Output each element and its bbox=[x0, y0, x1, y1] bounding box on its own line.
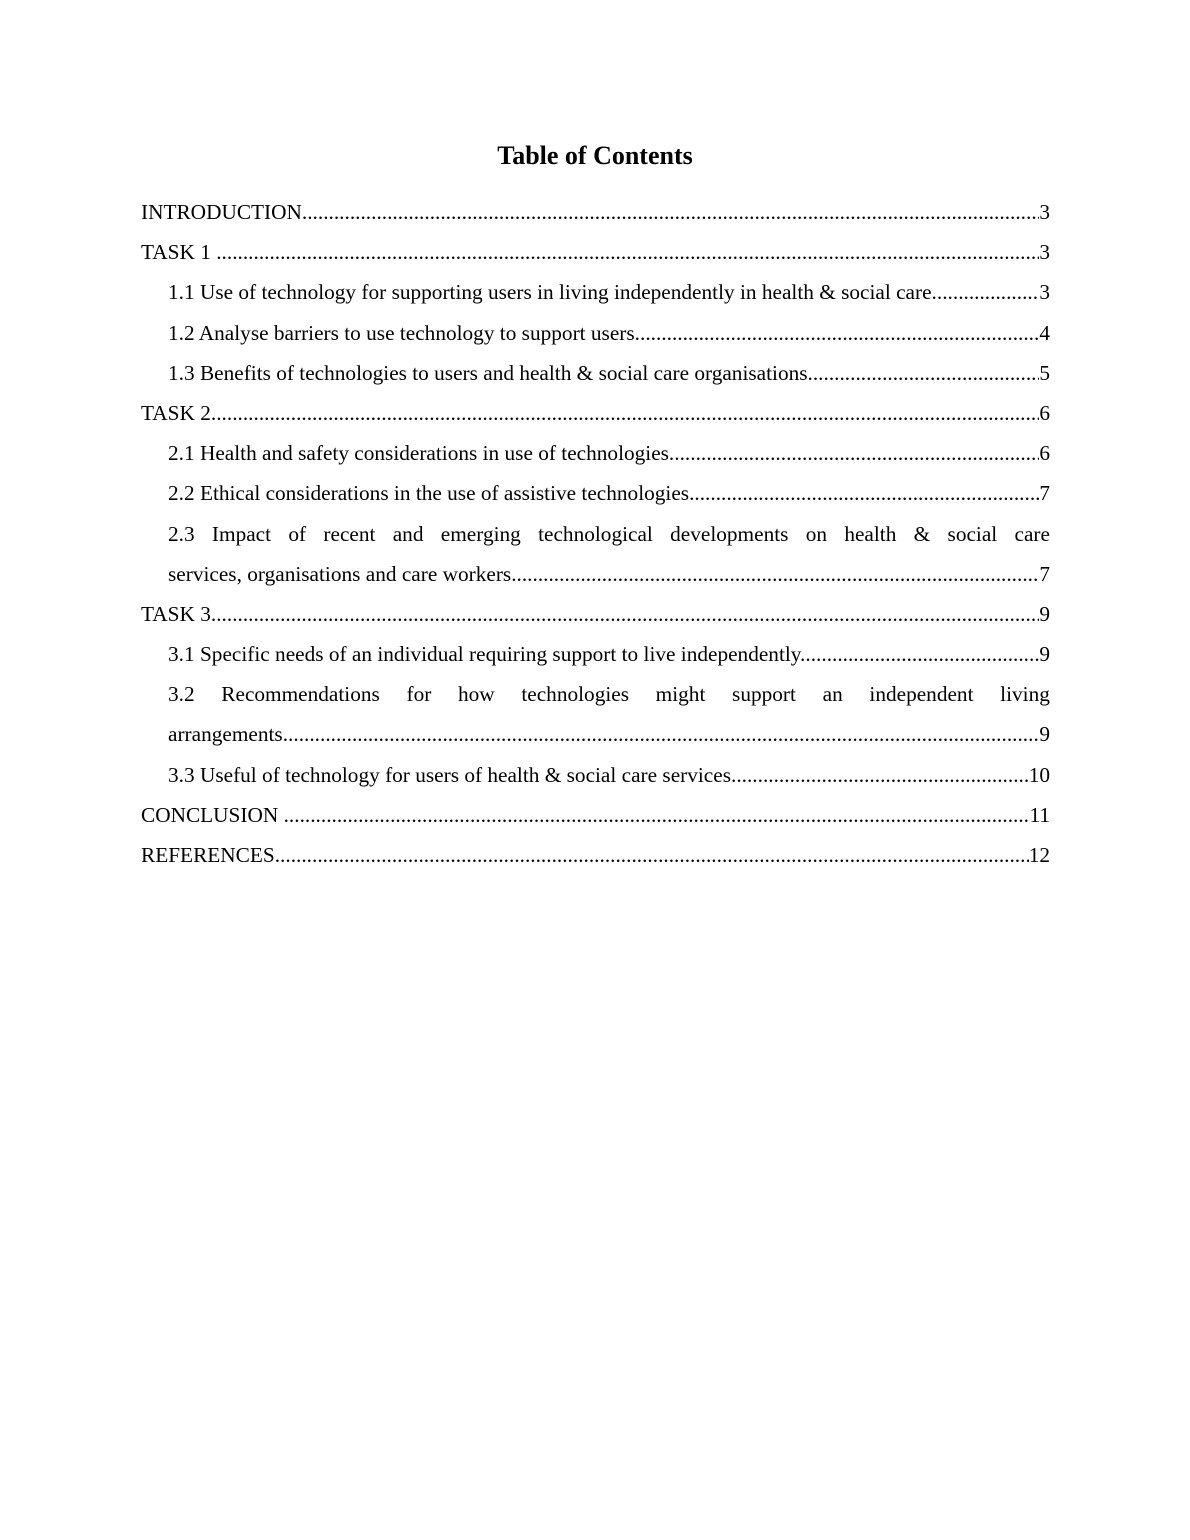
toc-entry-line2 bbox=[168, 714, 1050, 754]
toc-entry-1-1[interactable] bbox=[141, 272, 1050, 312]
toc-entry-label: TASK 1 bbox=[141, 240, 217, 265]
toc-entry-label: 1.1 Use of technology for supporting users in living independently in health & social care. bbox=[168, 280, 937, 305]
toc-entry-word: and bbox=[392, 521, 424, 546]
toc-dot-leader bbox=[694, 473, 1039, 513]
toc-list bbox=[141, 192, 1050, 875]
toc-page-number: 7 bbox=[1039, 561, 1050, 586]
toc-entry-word: for bbox=[406, 682, 432, 707]
toc-entry-word: developments bbox=[670, 521, 789, 546]
toc-entry-word: support bbox=[732, 682, 796, 707]
toc-entry-references[interactable] bbox=[141, 835, 1050, 875]
toc-entry-label: INTRODUCTION bbox=[141, 200, 302, 224]
toc-entry-label: 1.3 Benefits of technologies to users and health & social care organisations. bbox=[168, 360, 813, 385]
toc-page-number: 3 bbox=[1039, 280, 1050, 305]
toc-entry-word: health bbox=[844, 521, 897, 546]
toc-entry-word: of bbox=[288, 521, 307, 546]
toc-page-number: 7 bbox=[1039, 481, 1050, 506]
toc-page-number: 9 bbox=[1039, 601, 1050, 626]
toc-dot-leader bbox=[813, 353, 1039, 393]
toc-entry-label: 3.3 Useful of technology for users of health & social care services. bbox=[168, 762, 737, 787]
toc-entry-line2 bbox=[168, 554, 1050, 594]
toc-entry-task-2[interactable] bbox=[141, 393, 1050, 433]
toc-entry-label: CONCLUSION bbox=[141, 802, 284, 827]
toc-entry-word: 2.3 bbox=[168, 521, 195, 546]
toc-entry-word: how bbox=[458, 682, 495, 707]
toc-entry-word: 3.2 bbox=[168, 682, 195, 707]
toc-entry-word: recent bbox=[323, 521, 376, 546]
toc-dot-leader bbox=[937, 272, 1039, 312]
toc-entry-label: 2.1 Health and safety considerations in use of technologies. bbox=[168, 441, 675, 466]
toc-dot-leader bbox=[216, 232, 1039, 272]
toc-dot-leader bbox=[216, 393, 1039, 433]
toc-entry-label: services, organisations and care workers. bbox=[168, 561, 517, 586]
toc-entry-label: 2.2 Ethical considerations in the use of assistive technologies. bbox=[168, 481, 695, 506]
toc-entry-conclusion[interactable] bbox=[141, 795, 1050, 835]
toc-entry-1-2[interactable] bbox=[141, 313, 1050, 353]
toc-entry-word: & bbox=[913, 521, 931, 546]
toc-entry-introduction[interactable] bbox=[141, 192, 1050, 232]
toc-entry-word: care bbox=[1014, 521, 1050, 546]
toc-entry-task-1[interactable] bbox=[141, 232, 1050, 272]
toc-page-number: 3 bbox=[1039, 200, 1050, 224]
toc-entry-label: 3.1 Specific needs of an individual requiring support to live independently. bbox=[168, 642, 806, 667]
toc-entry-word: Impact bbox=[211, 521, 272, 546]
toc-title: Table of Contents bbox=[497, 141, 693, 170]
toc-dot-leader bbox=[284, 795, 1030, 835]
toc-entry-2-1[interactable] bbox=[141, 433, 1050, 473]
toc-dot-leader bbox=[288, 714, 1039, 754]
toc-page-number: 9 bbox=[1039, 722, 1050, 747]
toc-entry-label-line1 bbox=[168, 514, 1050, 554]
toc-entry-label: TASK 2. bbox=[141, 400, 217, 425]
toc-dot-leader bbox=[640, 313, 1039, 353]
toc-entry-label: TASK 3. bbox=[141, 601, 217, 626]
toc-entry-label: REFERENCES. bbox=[141, 843, 281, 867]
toc-entry-task-3[interactable] bbox=[141, 594, 1050, 634]
toc-page-number: 6 bbox=[1039, 441, 1050, 466]
toc-dot-leader bbox=[736, 755, 1028, 795]
toc-dot-leader bbox=[805, 634, 1039, 674]
toc-entry-word: independent bbox=[869, 682, 974, 707]
toc-page-number: 10 bbox=[1028, 762, 1050, 787]
toc-entry-word: Recommendations bbox=[221, 682, 380, 707]
toc-entry-word: an bbox=[822, 682, 843, 707]
toc-entry-2-3[interactable] bbox=[141, 514, 1050, 594]
toc-entry-3-1[interactable] bbox=[141, 634, 1050, 674]
toc-dot-leader bbox=[302, 192, 1039, 232]
toc-page-number: 5 bbox=[1039, 360, 1050, 385]
toc-entry-word: on bbox=[805, 521, 828, 546]
toc-entry-word: emerging bbox=[440, 521, 521, 546]
toc-dot-leader bbox=[280, 835, 1029, 875]
toc-entry-1-3[interactable] bbox=[141, 353, 1050, 393]
toc-entry-label-words bbox=[168, 674, 1050, 714]
toc-entry-label: arrangements. bbox=[168, 722, 289, 747]
toc-page-number: 3 bbox=[1039, 240, 1050, 265]
toc-page-number: 4 bbox=[1039, 320, 1050, 345]
toc-entry-label-words bbox=[168, 514, 1050, 554]
toc-page-number: 12 bbox=[1028, 843, 1050, 867]
toc-dot-leader bbox=[517, 554, 1040, 594]
toc-entry-word: social bbox=[947, 521, 998, 546]
toc-entry-label: 1.2 Analyse barriers to use technology to support users. bbox=[168, 320, 640, 345]
toc-page-number: 9 bbox=[1039, 642, 1050, 667]
toc-entry-label-line1 bbox=[168, 674, 1050, 714]
toc-entry-3-2[interactable] bbox=[141, 674, 1050, 754]
toc-entry-3-3[interactable] bbox=[141, 755, 1050, 795]
toc-page-number: 11 bbox=[1029, 802, 1050, 827]
toc-entry-word: living bbox=[1000, 682, 1050, 707]
toc-page-number: 6 bbox=[1039, 400, 1050, 425]
toc-entry-2-2[interactable] bbox=[141, 473, 1050, 513]
toc-entry-word: technological bbox=[538, 521, 653, 546]
toc-entry-word: might bbox=[655, 682, 706, 707]
toc-entry-word: technologies bbox=[521, 682, 629, 707]
toc-dot-leader bbox=[216, 594, 1039, 634]
toc-dot-leader bbox=[674, 433, 1039, 473]
